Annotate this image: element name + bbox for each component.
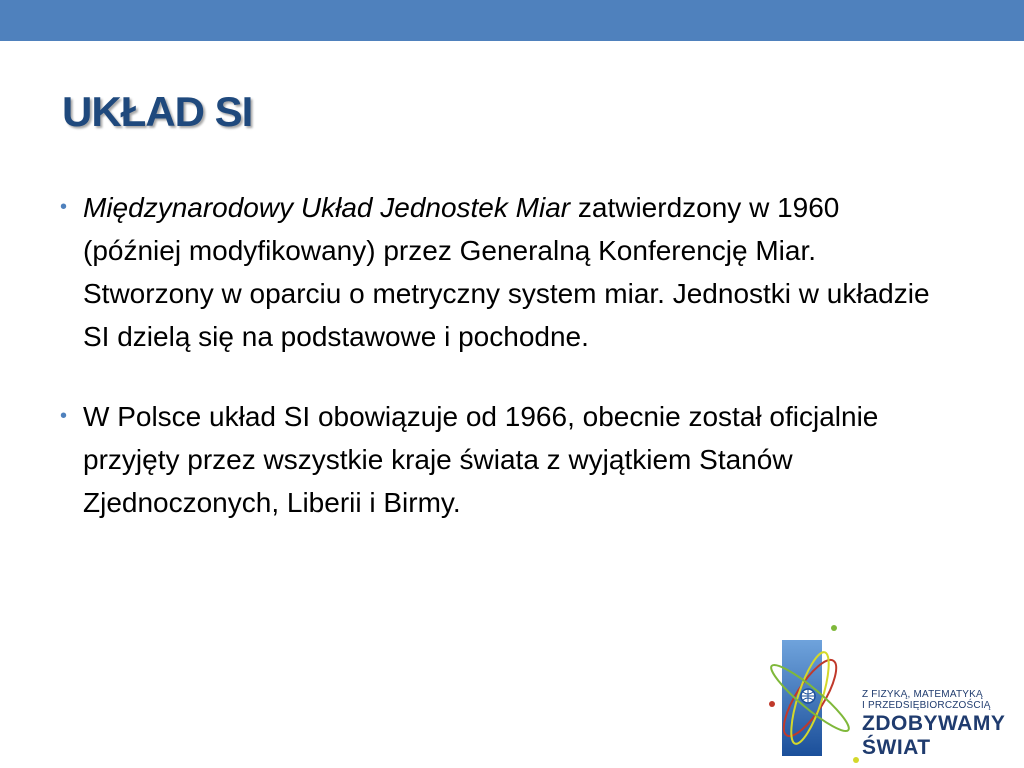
slide-title: UKŁAD SI bbox=[62, 88, 253, 135]
logo-headline bbox=[862, 712, 1005, 760]
top-accent-bar bbox=[0, 0, 1024, 41]
logo-line-2: I PRZEDSIĘBIORCZOŚCIĄ bbox=[862, 700, 991, 711]
bullet-dot-icon: • bbox=[60, 405, 68, 427]
project-logo bbox=[768, 622, 1024, 768]
slide-content bbox=[60, 186, 940, 561]
logo-line-3: ZDOBYWAMY bbox=[862, 712, 1006, 735]
logo-tagline bbox=[862, 689, 991, 711]
logo-line-4: ŚWIAT bbox=[862, 736, 931, 759]
bullet-1-text: zatwierdzony w 1960 (później modyfikowany) przez Generalną Konferencję Miar. Stworzony w oparciu o metryczny system miar. Jednostki w układzie SI dzielą się na podstawowe i pochodne. bbox=[83, 192, 930, 352]
bullet-item-1 bbox=[60, 186, 940, 358]
logo-line-1: Z FIZYKĄ, MATEMATYKĄ bbox=[862, 689, 983, 700]
bullet-2-text: W Polsce układ SI obowiązuje od 1966, obecnie został oficjalnie przyjęty przez wszystkie kraje świata z wyjątkiem Stanów Zjednoczonych, Liberii i Birmy. bbox=[83, 401, 879, 518]
bullet-1-italic: Międzynarodowy Układ Jednostek Miar bbox=[83, 192, 571, 223]
bullet-dot-icon: • bbox=[60, 196, 68, 218]
bullet-item-2 bbox=[60, 395, 940, 524]
